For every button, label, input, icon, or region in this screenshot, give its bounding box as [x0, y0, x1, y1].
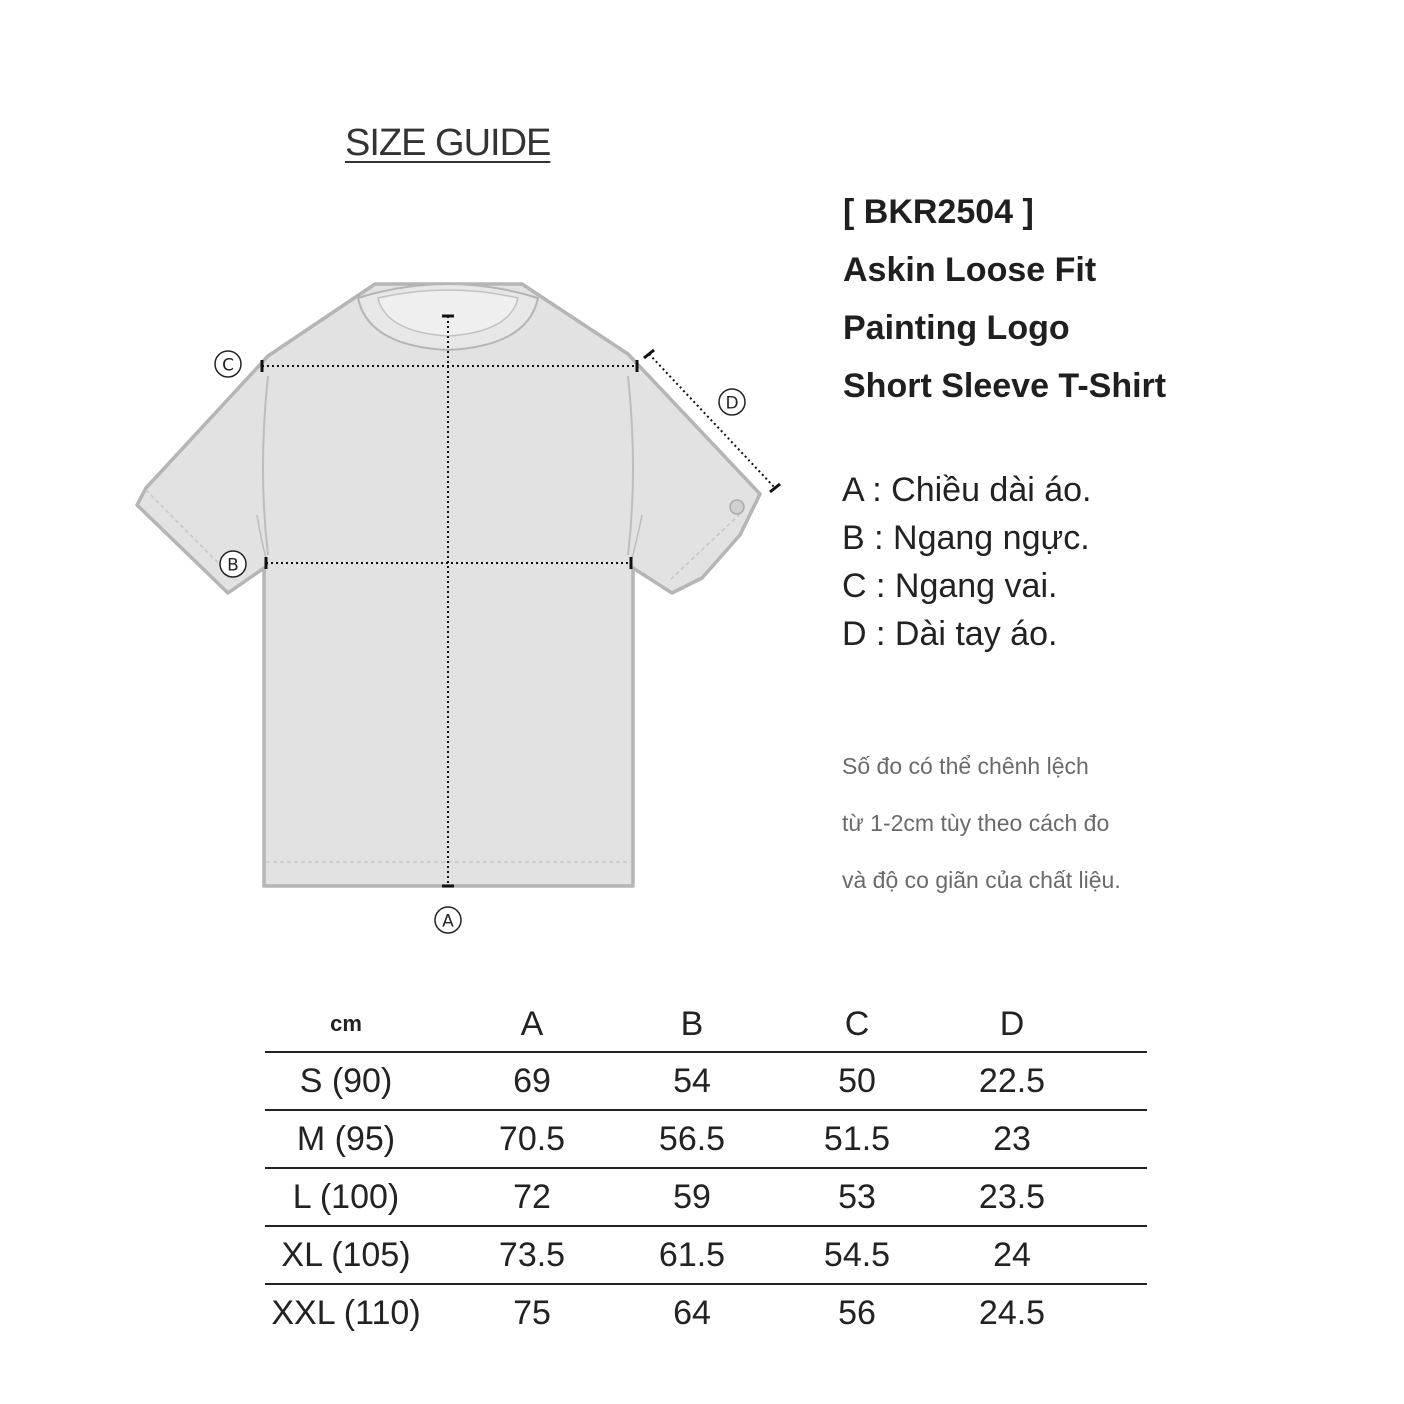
table-row: [265, 1052, 1147, 1110]
cell-a: 70.5: [427, 1110, 637, 1168]
svg-text:D: D: [725, 393, 739, 414]
product-code: [ BKR2504 ]: [843, 193, 1034, 231]
cell-a: 73.5: [427, 1226, 637, 1284]
product-name-line-1: Askin Loose Fit: [843, 251, 1097, 289]
cell-d: 23.5: [967, 1168, 1057, 1226]
product-name-line-3: Short Sleeve T-Shirt: [843, 367, 1167, 405]
cell-d: 24.5: [967, 1284, 1057, 1341]
size-cell: M (95): [265, 1110, 427, 1168]
table-row: [265, 1226, 1147, 1284]
note-line: và độ co giãn của chất liệu.: [842, 867, 1121, 893]
svg-text:A: A: [442, 911, 454, 932]
column-header-d: D: [999, 1004, 1025, 1043]
cell-b: 56.5: [637, 1110, 747, 1168]
cell-c: 50: [747, 1052, 967, 1110]
table-row: [265, 1284, 1147, 1341]
table-row: [265, 1110, 1147, 1168]
cell-c: 51.5: [747, 1110, 967, 1168]
cell-b: 64: [637, 1284, 747, 1341]
measurement-legend: [842, 466, 1092, 658]
table-header-row: [265, 997, 1147, 1052]
label-a-marker: [435, 907, 461, 933]
label-c-marker: [215, 351, 241, 377]
cell-a: 69: [427, 1052, 637, 1110]
size-cell: S (90): [265, 1052, 427, 1110]
product-title-block: [843, 183, 1166, 415]
legend-item-b: B : Ngang ngực.: [842, 519, 1090, 557]
note-line: Số đo có thể chênh lệch: [842, 753, 1089, 779]
measurement-note: [842, 738, 1121, 909]
note-line: từ 1-2cm tùy theo cách đo: [842, 810, 1110, 836]
product-name-line-2: Painting Logo: [843, 309, 1070, 347]
svg-text:B: B: [227, 555, 239, 576]
cell-d: 23: [967, 1110, 1057, 1168]
cell-d: 22.5: [967, 1052, 1057, 1110]
label-d-marker: [719, 389, 745, 415]
size-table: [265, 997, 1147, 1341]
size-cell: L (100): [265, 1168, 427, 1226]
cell-b: 54: [637, 1052, 747, 1110]
label-b-marker: [220, 551, 246, 577]
cell-b: 61.5: [637, 1226, 747, 1284]
unit-header: cm: [330, 1011, 362, 1036]
column-header-a: A: [520, 1004, 544, 1043]
column-header-c: C: [844, 1004, 870, 1043]
table-row: [265, 1168, 1147, 1226]
cell-c: 54.5: [747, 1226, 967, 1284]
legend-item-d: D : Dài tay áo.: [842, 615, 1058, 653]
cell-a: 72: [427, 1168, 637, 1226]
legend-item-c: C : Ngang vai.: [842, 567, 1058, 605]
svg-text:C: C: [222, 355, 234, 376]
size-cell: XL (105): [265, 1226, 427, 1284]
cell-a: 75: [427, 1284, 637, 1341]
size-cell: XXL (110): [265, 1284, 427, 1341]
column-header-b: B: [680, 1004, 704, 1043]
cell-c: 53: [747, 1168, 967, 1226]
page-title: SIZE GUIDE: [345, 122, 551, 164]
cell-c: 56: [747, 1284, 967, 1341]
cell-b: 59: [637, 1168, 747, 1226]
cell-d: 24: [967, 1226, 1057, 1284]
legend-item-a: A : Chiều dài áo.: [842, 471, 1092, 509]
